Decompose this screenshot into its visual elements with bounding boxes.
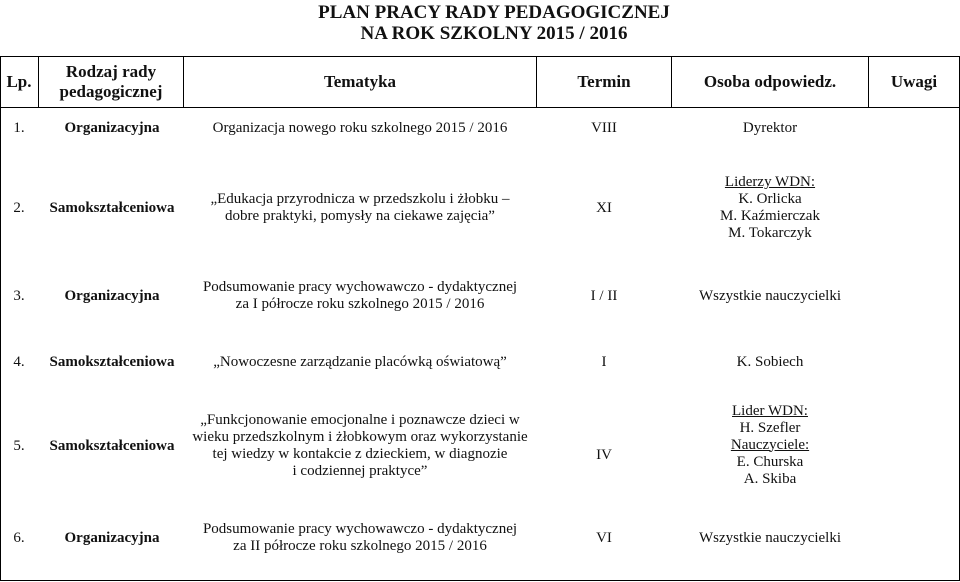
- row-osoba: [672, 174, 868, 242]
- row-osoba: Wszystkie nauczycielki: [698, 287, 842, 304]
- osoba-line: Lider WDN:: [732, 402, 808, 419]
- header-rodzaj-line1: Rodzaj rady: [65, 62, 157, 81]
- header-termin: Termin: [577, 72, 631, 91]
- title-line-2: NA ROK SZKOLNY 2015 / 2016: [360, 23, 628, 44]
- osoba-line: Liderzy WDN:: [724, 174, 816, 190]
- row-termin: I / II: [590, 287, 618, 304]
- tematyka-line: za II półrocze roku szkolnego 2015 / 2016: [233, 538, 487, 554]
- row-osoba: K. Sobiech: [736, 353, 804, 370]
- document-title: [0, 2, 960, 46]
- osoba-line: A. Skiba: [743, 470, 797, 487]
- row-termin: IV: [596, 446, 612, 463]
- row-tematyka: Organizacja nowego roku szkolnego 2015 / 2016: [212, 119, 508, 136]
- row-osoba: Wszystkie nauczycielki: [698, 529, 842, 546]
- row-tematyka: „Nowoczesne zarządzanie placówką oświatową”: [213, 353, 507, 370]
- osoba-line: K. Orlicka: [738, 191, 802, 207]
- row-termin: I: [601, 353, 607, 370]
- tematyka-line: wieku przedszkolnym i żłobkowym oraz wykorzystanie: [192, 429, 528, 445]
- row-osoba: Dyrektor: [742, 119, 798, 136]
- tematyka-line: i codziennej praktyce”: [292, 463, 428, 479]
- row-rodzaj: Samokształceniowa: [49, 437, 175, 454]
- tematyka-line: „Funkcjonowanie emocjonalne i poznawcze dzieci w: [200, 412, 520, 428]
- tematyka-line: dobre praktyki, pomysły na ciekawe zajęcia”: [225, 208, 495, 224]
- tematyka-line: za I półrocze roku szkolnego 2015 / 2016: [235, 296, 485, 312]
- row-lp: 1.: [13, 119, 25, 136]
- header-osoba: Osoba odpowiedz.: [703, 72, 837, 91]
- row-rodzaj: Samokształceniowa: [49, 353, 175, 370]
- row-lp: 4.: [13, 353, 25, 370]
- osoba-line: Nauczyciele:: [730, 436, 810, 453]
- row-rodzaj: Organizacyjna: [64, 529, 160, 546]
- row-lp: 5.: [13, 437, 25, 454]
- tematyka-line: „Edukacja przyrodnicza w przedszkolu i żłobku –: [210, 191, 510, 207]
- table-border-bottom: [0, 580, 960, 581]
- osoba-line: H. Szefler: [739, 419, 801, 436]
- row-tematyka: [184, 188, 536, 228]
- header-uwagi: Uwagi: [890, 72, 938, 91]
- row-lp: 3.: [13, 287, 25, 304]
- row-tematyka: [184, 410, 536, 482]
- osoba-line: E. Churska: [736, 453, 804, 470]
- row-lp: 6.: [13, 529, 25, 546]
- tematyka-line: Podsumowanie pracy wychowawczo - dydaktycznej: [202, 279, 518, 295]
- row-rodzaj: Samokształceniowa: [49, 199, 175, 216]
- osoba-line: M. Tokarczyk: [728, 225, 812, 241]
- row-osoba: [672, 403, 868, 487]
- tematyka-line: tej wiedzy w kontakcie z dzieckiem, w diagnozie: [212, 446, 508, 462]
- header-lp: Lp.: [6, 72, 32, 91]
- row-rodzaj: Organizacyjna: [64, 119, 160, 136]
- row-tematyka: [184, 276, 536, 316]
- header-rodzaj: [39, 57, 183, 107]
- header-tematyka: Tematyka: [323, 72, 397, 91]
- row-rodzaj: Organizacyjna: [64, 287, 160, 304]
- osoba-line: M. Kaźmierczak: [720, 208, 820, 224]
- row-tematyka: [184, 518, 536, 558]
- header-rodzaj-line2: pedagogicznej: [59, 82, 163, 101]
- title-line-1: PLAN PRACY RADY PEDAGOGICZNEJ: [318, 2, 670, 23]
- row-lp: 2.: [13, 199, 25, 216]
- row-termin: VI: [596, 529, 612, 546]
- row-termin: VIII: [591, 119, 617, 136]
- tematyka-line: Podsumowanie pracy wychowawczo - dydaktycznej: [202, 521, 518, 537]
- header-row-border: [0, 107, 960, 108]
- row-termin: XI: [596, 199, 612, 216]
